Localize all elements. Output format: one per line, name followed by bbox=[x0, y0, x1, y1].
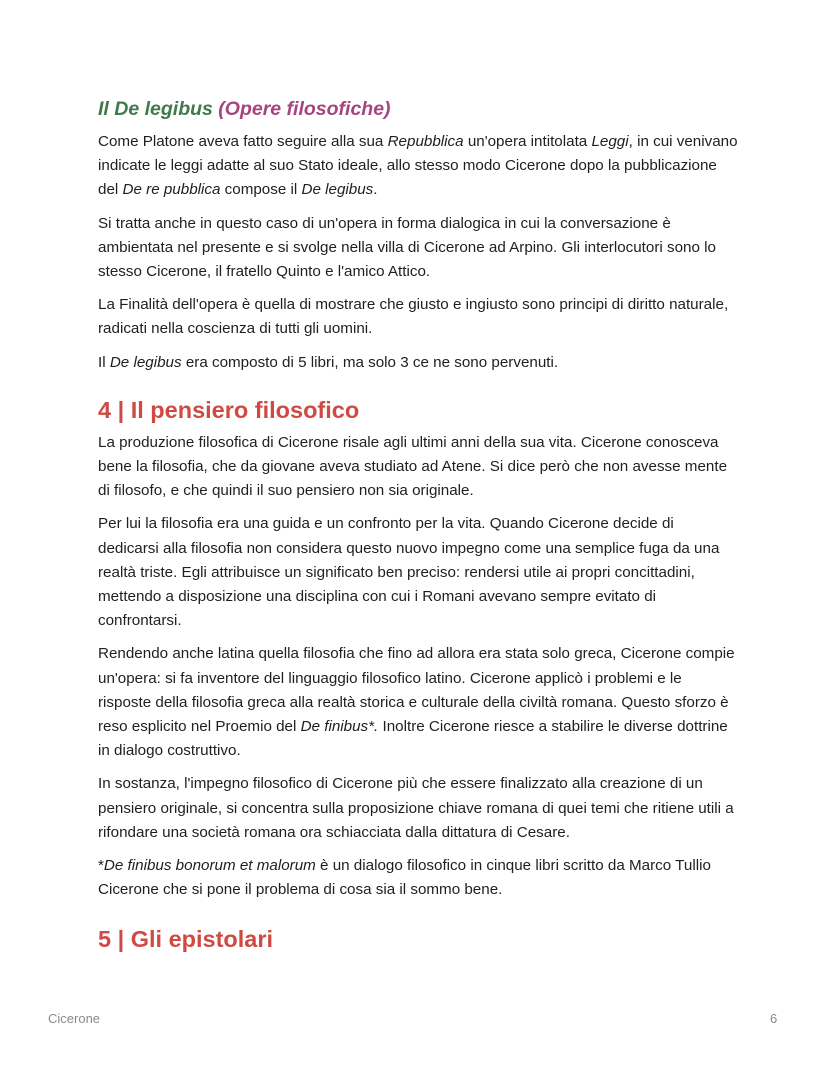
text-run: è un dialogo filosofico in cinque libri scritto da Marco Tullio Cicerone che si pone il problema di cosa sia il sommo bene. bbox=[98, 857, 711, 899]
text-run: un'opera intitolata bbox=[463, 133, 592, 150]
section-4-paragraph-1: La produzione filosofica di Cicerone risale agli ultimi anni della sua vita. Cicerone conosceva bene la filosofia, che da giovane aveva studiato ad Atene. Si dice però che non avesse mente di filosofo, e che quindi il suo pensiero non sia originale. bbox=[98, 433, 728, 500]
text-run: compose il bbox=[220, 181, 302, 199]
page-number: 6 bbox=[770, 1011, 778, 1026]
footnote-de-finibus bbox=[98, 854, 738, 902]
text-run: era composto di 5 libri, ma solo 3 ce ne sono pervenuti. bbox=[181, 353, 559, 371]
italic-run: Repubblica bbox=[387, 133, 464, 150]
de-legibus-subtitle: (Opere filosofiche) bbox=[218, 98, 391, 120]
text-run: Il bbox=[98, 353, 110, 371]
italic-run: De re pubblica bbox=[122, 181, 221, 199]
page-content bbox=[98, 97, 738, 960]
de-legibus-paragraph-3: La Finalità dell'opera è quella di mostrare che giusto e ingiusto sono principi di diritto naturale, radicati nella coscienza di tutti gli uomini. bbox=[98, 296, 729, 338]
text-run: * bbox=[98, 857, 104, 875]
section-5-heading: 5 | Gli epistolari bbox=[98, 926, 274, 953]
italic-run: Leggi bbox=[591, 133, 629, 150]
section-4-paragraph-2: Per lui la filosofia era una guida e un confronto per la vita. Quando Cicerone decide di dedicarsi alla filosofia non considera questo nuovo impegno come una semplice fuga da una realtà triste. Egli attribuisce un significato ben preciso: rendersi utile ai propri concittadini, mettendo a disposizione una disciplina con cui i Romani avevano sempre evitato di confrontarsi. bbox=[98, 515, 720, 630]
section-4-paragraph-3 bbox=[98, 642, 738, 763]
de-legibus-paragraph-1 bbox=[98, 130, 738, 203]
text-run: , in cui venivano indicate le leggi adatte al suo Stato ideale, allo stesso modo Cicerone dopo la pubblicazione del bbox=[98, 133, 738, 199]
text-run: . bbox=[373, 181, 378, 199]
footer-title: Cicerone bbox=[48, 1011, 101, 1026]
de-legibus-title: Il De legibus bbox=[98, 98, 213, 120]
section-4-paragraph-4: In sostanza, l'impegno filosofico di Cicerone più che essere finalizzato alla creazione di un pensiero originale, si concentra sulla proposizione chiave romana di quei temi che ritiene utili a rifondare una società romana ora schiacciata dalla dittatura di Cesare. bbox=[98, 775, 734, 841]
text-run: Rendendo anche latina quella filosofia che fino ad allora era stata solo greca, Cicerone compie un'opera: si fa inventore del linguaggio filosofico latino. Cicerone applicò i problemi e le risposte della filosofia greca alla realtà storica e culturale della civiltà romana. Questo sforzo è reso esplicito nel Proemio del bbox=[98, 645, 735, 736]
de-legibus-paragraph-4 bbox=[98, 351, 738, 375]
de-legibus-heading bbox=[98, 97, 738, 121]
section-4-heading: 4 | Il pensiero filosofico bbox=[98, 396, 360, 423]
de-legibus-paragraph-2: Si tratta anche in questo caso di un'opera in forma dialogica in cui la conversazione è ambientata nel presente e si svolge nella villa di Cicerone ad Arpino. Gli interlocutori sono lo stesso Cicerone, il fratello Quinto e l'amico Attico. bbox=[98, 214, 716, 281]
italic-run: De legibus bbox=[301, 181, 374, 199]
text-run: Inoltre Cicerone riesce a stabilire le diverse dottrine in dialogo costruttivo. bbox=[98, 718, 728, 760]
italic-run: De legibus bbox=[109, 353, 182, 371]
italic-run: De finibus bonorum et malorum bbox=[103, 857, 316, 875]
italic-run: De finibus*. bbox=[300, 718, 379, 736]
text-run: Come Platone aveva fatto seguire alla sua bbox=[98, 133, 388, 150]
